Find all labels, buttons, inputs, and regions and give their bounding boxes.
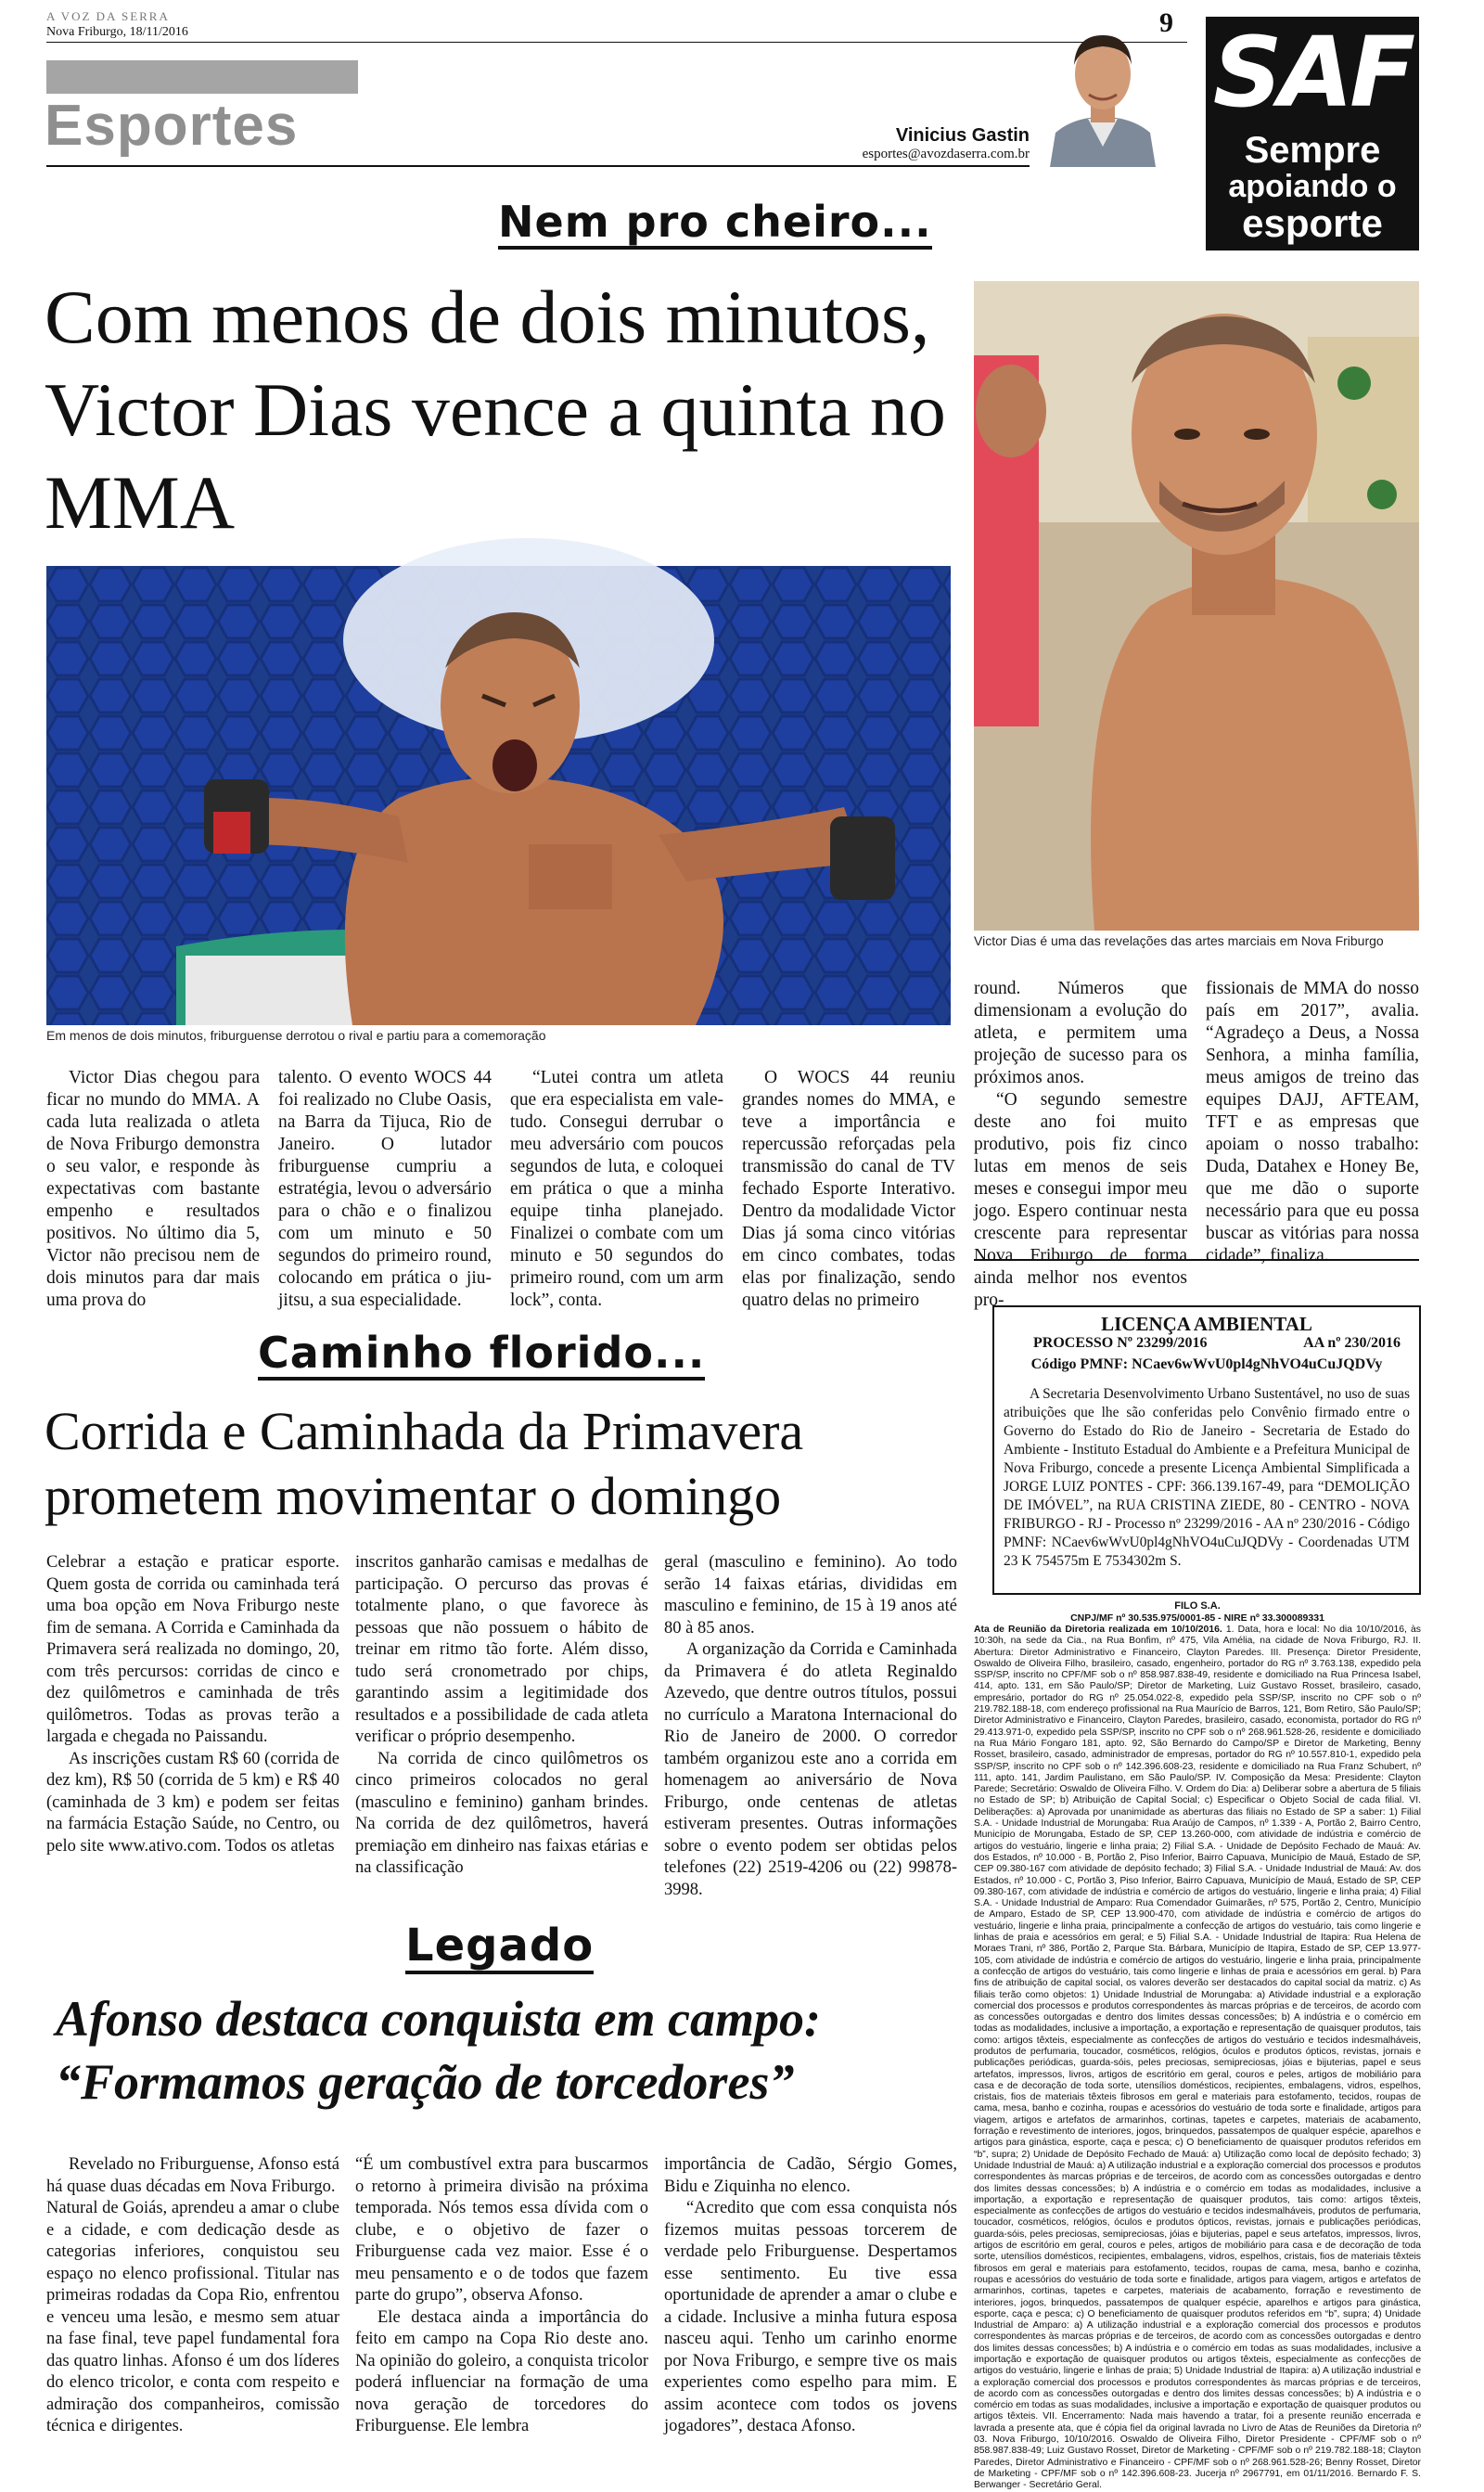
filo-heading: Ata de Reunião da Diretoria realizada em 10/10/2016. (974, 1625, 1222, 1635)
filo-text (974, 1625, 1421, 2492)
columnist-email: esportes@avozdaserra.com.br (862, 147, 1030, 161)
side-photo (974, 281, 1419, 931)
story3-headline-1: Afonso destaca conquista em campo: (56, 1991, 821, 2047)
story2-col3a-text: geral (masculino e feminino). Ao todo serão 14 faixas etárias, divididas em masculino e feminino, de 15 à 19 anos até 80 à 85 anos. (664, 1553, 957, 1638)
filo-body: 1. Data, hora e local: No dia 10/10/2016, às 10:30h, na sede da Cia., na Rua Bonfim, nº 475, Vila Amélia, na cidade de Nova Friburgo, RJ. II. Abertura: Diretor Administrativo e Financeiro, Clayton Paredes. III. Presença: Diretor Presidente, Oswaldo de Oliveira Filho, brasileiro, casado, engenheiro, portador do RG nº 3.763.138, expedido pela SSP/SP, inscrito no CPF/MF sob o nº 858.987.838-49, residente e domiciliado na Rua Princesa Isabel, 414, apto. 131, em São Paulo/SP; Diretor de Marketing, Luiz Gustavo Rosset, brasileiro, casado, empresário, portador do RG nº 25.054.022-8, expedido pela SSP/SP, inscrito no CPF sob o nº 219.782.188-18, com endereço profissional na Rua Maurício de Barros, 121, Bom Retiro, São Paulo/SP; Diretor Administrativo e Financeiro, Clayton Paredes, brasileiro, casado, economista, portador do RG nº 29.413.971-0, expedido pela SSP/SP, inscrito no CPF sob o nº 268.961.528-26, residente e domiciliado na Rua Mário Fongaro 181, apto. 92, São Bernardo do Campo/SP e Diretor de Marketing, Benny Rosset, brasileiro, casado, administrador de empresas, portador do RG nº 10.557.810-1, expedido pela SSP/SP, inscrito no CPF sob o nº 142.396.608-23, residente e domiciliado na Rua Franz Schubert, nº 111, apto. 141, Jardim Paulistano, em São Paulo/SP. IV. Composição da Mesa: Presidente: Clayton Parede; Secretário: Oswaldo de Oliveira Filho. V. Ordem do Dia: a) Deliberar sobre a abertura de 5 filiais no Estado de SP; b) Atribuição de Capital Social; c) Especificar o Objeto Social de cada filial. VI. Deliberações: a) Aprovada por unanimidade as aberturas das filiais no Estado de SP a saber: 1) Filial S.A. - Unidade Industrial de Morungaba: Rua Araújo de Campos, nº 1.339 - A, Portão 2, Bairro Centro, Município de Morungaba, Estado de SP, CEP 13.260-000, com atividade de indústria e comércio de artigos do vestuário, lingerie e linha praia; 2) Filial S.A. - Unidade de Depósito Fechado de Mauá: Av. dos Estados, nº 10.000 - B, Portão 2, Piso Inferior, Bairro Capuava, Município de Mauá, Estado de SP, CEP 09.380-167 com atividade de depósito fechado; 3) Filial S.A. - Unidade Industrial de Mauá: Av. dos Estados, nº 10.000 - C, Portão 3, Piso Inferior, Bairro Capuava, Município de Mauá, Estado de SP, CEP 09.380-167, com atividade de indústria e comércio de artigos do vestuário, lingerie e linha praia; 4) Filial S.A. - Unidade Industrial de Amparo: Rua Comendador Guimarães, nº 575, Portão 2, Centro, Município de Amparo, Estado de SP, CEP 13.900-470, com atividade de indústria e comércio de artigos do vestuário, lingerie e linha praia, principalmente a confecção de artigos do vestuário, tais como lingerie e linhas de praia e acessórios em geral; e 5) Filial S.A. - Unidade Industrial de Itapira: Rua Helena de Moraes Trani, nº 386, Portão 2, Parque Sta. Bárbara, Município de Itapira, Estado de SP, CEP 13.977-105, com atividade de indústria e comércio de artigos do vestuário, lingerie e linha praia, principalmente a confecção de artigos do vestuário, tais como lingerie e linhas de praia e acessórios em geral. b) Para fins de atribuição de capital social, os valores deverão ser destacados do capital social da matriz. c) As filiais terão como objetos: 1) Unidade Industrial de Morungaba: a) Atividade industrial e a exploração comercial dos processos e produtos correspondentes às marcas próprias e de terceiros, de acordo com as concessões outorgadas e dentro dos limites dessas concessões; b) A indústria e o comércio em todas as modalidades, inclusive a importação, a exportação e representação de quaisquer produtos, tais como: artigos têxteis, especialmente as confecções de artigos do vestuário e tecidos indesmalháveis, produtos de perfumaria, toucador, cosméticos, relógios, óculos e produtos ópticos, revistas, jornais e publicações periódicas, guarda-sóis, peles preciosas, semipreciosas, jóias e bijuterias, papel e seus artefatos, impressos, livros, artigos de escritório em geral, couros e peles, artigos de mobiliário para casa e de decoração de toda sorte, utensílios domésticos, recipientes, embalagens, vidros, espelhos, cristais, fios de materiais têxteis fibrosos em geral e materiais para estofamento, tecidos, roupas de cama, mesa, banho e cozinha, roupas e acessórios do vestuário de toda sorte e finalidade, artigos para viagem, artigos e artefatos de armarinhos, cortinas, tapetes e carpetes, materiais de acabamento, forração e revestimento de interiores, jogos, brinquedos, passatempos de qualquer espécie, aparelhos e artigos para ginástica, esporte, caça e pesca; c) O beneficiamento de quaisquer produtos referidos em “b”, supra; 2) Unidade de Depósito Fechado de Mauá: a) Utilização como local de depósito fechado; 3) Unidade Industrial de Mauá: a) A utilização industrial e a exploração comercial dos processos e produtos correspondentes às marcas próprias e de terceiros, de acordo com as concessões outorgadas e dentro dos limites dessas concessões; b) A indústria e o comércio em todas as modalidades, inclusive a importação, a exportação e representação de quaisquer produtos, tais como: artigos têxteis, especialmente as confecções de artigos do vestuário e tecidos indesmalháveis, produtos de perfumaria, toucador, cosméticos, relógios, óculos e produtos ópticos, revistas, jornais e publicações periódicas, guarda-sóis, peles preciosas, semipreciosas, jóias e bijuterias, papel e seus artefatos, impressos, livros, artigos de escritório em geral, couros e peles, artigos de mobiliário para casa e de decoração de toda sorte, utensílios domésticos, recipientes, embalagens, vidros, espelhos, cristais, fios de materiais têxteis fibrosos em geral e materiais para estofamento, tecidos, roupas de cama, mesa, banho e cozinha, roupas e acessórios do vestuário de toda sorte e finalidade, artigos para viagem, artigos e artefatos de armarinhos, cortinas, tapetes e carpetes, materiais de acabamento, forração e revestimento de interiores, jogos, brinquedos, passatempos de qualquer espécie, aparelhos e artigos para ginástica, esporte, caça e pesca; c) O beneficiamento de quaisquer produtos referidos em “b”, supra; 4) Unidade Industrial de Amparo: a) A utilização industrial e a exploração comercial dos processos e produtos correspondentes às marcas próprias e de terceiros, de acordo com as concessões outorgadas e dentro dos limites dessas concessões; b) A indústria e o comércio em todas as suas modalidades, inclusive a importação e exportação de quaisquer produtos ou artigos têxteis, especialmente as confecções de artigos do vestuário, lingerie e linhas de praia; 5) Unidade Industrial de Itapira: a) A utilização industrial e a exploração comercial dos processos e produtos correspondentes às marcas próprias e de terceiros, de acordo com as concessões outorgadas e dentro dos limites dessas concessões; b) A indústria e o comércio em todas as suas modalidades, inclusive a importação e exportação de quaisquer produtos ou artigos têxteis. VII. Encerramento: Nada mais havendo a tratar, foi a presente reunião encerrada e lavrada a presente ata, que é cópia fiel da original lavrada no Livro de Atas de Reuniões da Diretoria nº 03. Nova Friburgo, 10/10/2016. Oswaldo de Oliveira Filho, Diretor Presidente - CPF/MF sob o nº 858.987.838-49; Luiz Gustavo Rosset, Diretor de Marketing - CPF/MF sob o nº 219.782.188-18; Clayton Paredes, Diretor Administrativo e Financeiro - CPF/MF sob o nº 268.961.528-26; Benny Rosset, Diretor de Marketing - CPF/MF sob o nº 142.396.608-23. Jucerja nº 2967791, em 01/11/2016. Bernardo F. S. Berwanger - Secretário Geral. (974, 1625, 1422, 2491)
story3-col1a-text: Revelado no Friburguense, Afonso está há quase duas décadas em Nova Friburgo. (46, 2155, 339, 2196)
story1-headline: Com menos de dois minutos, Victor Dias vence a quinta no MMA (45, 275, 946, 545)
main-photo (46, 566, 951, 1025)
story3-headline-2: “Formamos geração de torcedores” (56, 2054, 795, 2110)
licenca-aa: AA nº 230/2016 (1303, 1335, 1401, 1351)
licenca-box (992, 1305, 1421, 1595)
story2-kicker: Caminho florido... (258, 1329, 705, 1381)
story1-kicker: Nem pro cheiro... (498, 198, 932, 250)
licenca-process-row (1004, 1335, 1410, 1355)
side-photo-caption: Victor Dias é uma das revelações das artes marciais em Nova Friburgo (974, 933, 1384, 948)
story3-col3 (664, 2154, 957, 2438)
story2-col1 (46, 1552, 339, 1857)
story1-col2-text: talento. O evento WOCS 44 foi realizado no Clube Oasis, na Barra da Tijuca, Rio de Janeiro. O lutador friburguense cumpriu a estratégia, levou o adversário para o chão e o finalizou com um minuto e 50 segundos do primeiro round, colocando em prática o jiu-jitsu, a sua especialidade. (278, 1068, 492, 1310)
story2-col3b-text: A organização da Corrida e Caminhada da Primavera é do atleta Reginaldo Azevedo, que dentre outros títulos, possui no currículo a Maratona Internacional do Rio de Janeiro de 2000. O corredor também organizou este ano a corrida em homenagem ao aniversário de Nova Friburgo, onde centenas de atletas estiveram presentes. Outras informações sobre o evento podem ser obtidas pelos telefones (22) 2519-4206 ou (22) 99878-3998. (664, 1640, 957, 1899)
licenca-title: LICENÇA AMBIENTAL (1101, 1313, 1312, 1335)
story3-col1b-text: Natural de Goiás, aprendeu a amar o clube e a cidade, e com dedicação desde as categorias inferiores, conquistou seu espaço no elenco profissional. Titular nas primeiras rodadas da Copa Rio, enfrentou e venceu uma lesão, e mesmo sem atuar na fase final, teve papel fundamental fora das quatro linhas. Afonso é um dos líderes do elenco tricolor, e conta com respeito e admiração dos companheiros, comissão técnica e dirigentes. (46, 2199, 339, 2435)
saf-tagline-2: apoiando o (1228, 169, 1397, 204)
story1-rule (974, 1259, 1419, 1261)
story3-col3a-text: importância de Cadão, Sérgio Gomes, Bidu e Ziquinha no elenco. (664, 2155, 957, 2196)
saf-tagline-1: Sempre (1244, 130, 1381, 171)
licenca-code: Código PMNF: NCaev6wWvU0pl4gNhVO4uCuJQDVy (1030, 1356, 1383, 1372)
story1-col4-text: O WOCS 44 reuniu grandes nomes do MMA, e teve a importância e repercussão reforçadas pela transmissão do canal de TV fechado Esporte Interativo. Dentro da modalidade Victor Dias já soma cinco vitórias em cinco combates, todas elas por finalização, sendo quatro delas no primeiro (742, 1068, 955, 1310)
story1-col6 (1206, 978, 1419, 1267)
story1-col3-text: “Lutei contra um atleta que era especialista em vale-tudo. Consegui derrubar o meu adversário com poucos segundos de luta, e coloquei em prática o que a minha equipe tinha planejado. Finalizei o combate com um minuto e 50 segundos do primeiro round, com um arm lock”, conta. (510, 1068, 723, 1310)
story1-col1 (46, 1067, 260, 1312)
story3-kicker: Legado (405, 1920, 594, 1974)
dateline: Nova Friburgo, 18/11/2016 (46, 25, 188, 39)
filo-title: FILO S.A. (1174, 1600, 1221, 1612)
story2-col1a-text: Celebrar a estação e praticar esporte. Quem gosta de corrida ou caminhada terá uma boa opção em Nova Friburgo neste fim de semana. A Corrida e Caminhada da Primavera será realizada no domingo, 20, com três percursos: corridas de cinco e dez quilômetros e caminhada de três quilômetros. Todas as provas terão a largada e chegada no Paissandu. (46, 1553, 339, 1746)
section-title: Esportes (45, 94, 299, 158)
story2-col2 (355, 1552, 648, 1880)
story1-col5a-text: round. Números que dimensionam a evolução do atleta, e permitem uma projeção de sucesso para os próximos anos. (974, 979, 1187, 1087)
saf-tagline-3: esporte (1242, 201, 1383, 245)
story2-col1b-text: As inscrições custam R$ 60 (corrida de dez km), R$ 50 (corrida de 5 km) e R$ 40 (caminhada de 3 km) e podem ser feitas na farmácia Estação Saúde, no Centro, ou pelo site www.ativo.com. Todos os atletas (46, 1749, 339, 1856)
licenca-process: PROCESSO Nº 23299/2016 (1033, 1335, 1208, 1351)
story3-col2 (355, 2154, 648, 2438)
story2-headline-2: prometem movimentar o domingo (45, 1466, 782, 1526)
page-number: 9 (1159, 7, 1173, 38)
columnist-name: Vinicius Gastin (895, 125, 1030, 146)
story3-col2b-text: Ele destaca ainda a importância do feito em campo na Copa Rio deste ano. Na opinião do goleiro, a conquista tricolor poderá influenciar na formação de uma nova geração de torcedores do Friburguense. Ele lembra (355, 2307, 648, 2435)
story1-col4 (742, 1067, 955, 1312)
main-photo-caption: Em menos de dois minutos, friburguense derrotou o rival e partiu para a comemoração (46, 1028, 546, 1043)
section-bar (46, 60, 358, 94)
filo-box (974, 1600, 1422, 2491)
story1-col5b-text: “O segundo semestre deste ano foi muito produtivo, pois fiz cinco lutas em menos de seis meses e consegui impor meu jogo. Espero continuar nesta crescente para representar Nova Friburgo de forma ainda melhor nos eventos pro- (974, 1090, 1187, 1310)
story2-col3 (664, 1552, 957, 1901)
story3-col1 (46, 2154, 339, 2438)
story2-col2a-text: inscritos ganharão camisas e medalhas de participação. O percurso das provas é totalmente plano, o que favorece às pessoas que não possuem o hábito de treinar em ritmo tão forte. Além disso, tudo será cronometrado por chips, garantindo assim a legitimidade dos resultados e a possibilidade de cada atleta verificar o próprio desempenho. (355, 1553, 648, 1746)
story3-col2a-text: “É um combustível extra para buscarmos o retorno à primeira divisão na próxima temporada. Nós temos essa dívida com o clube, e o objetivo de fazer o Friburguense cada vez maior. Esse é o meu pensamento e o de todos que fazem parte do grupo”, observa Afonso. (355, 2155, 648, 2305)
story1-col5 (974, 978, 1187, 1312)
licenca-body: A Secretaria Desenvolvimento Urbano Sustentável, no uso de suas atribuições que lhe são conferidas pelo Convênio firmado entre o Governo do Estado do Rio de Janeiro - Secretaria de Estado do Ambiente - Instituto Estadual do Ambiente e a Prefeitura Municipal de Nova Friburgo, concede a presente Licença Ambiental Simplificada a JORGE LUIZ PONTES - CPF: 366.139.167-49, para “DEMOLIÇÃO DE IMÓVEL”, na RUA CRISTINA ZIEDE, 80 - CENTRO - NOVA FRIBURGO - RJ - Processo nº 23299/2016 - AA nº 230/2016 - Código PMNF: NCaev6wWvU0pl4gNhVO4uCuJQDVy - Coordenadas UTM 23 K 754575m E 7534302m S. (1004, 1386, 1410, 1569)
section-rule (46, 165, 1030, 167)
story1-col1-text: Victor Dias chegou para ficar no mundo do MMA. A cada luta realizada o atleta de Nova Friburgo demonstra o seu valor, e responde às expectativas com bastante empenho e resultados positivos. No último dia 5, Victor não precisou nem de dois minutos para dar mais uma prova do (46, 1068, 260, 1310)
story1-col3 (510, 1067, 723, 1312)
story3-col3b-text: “Acredito que com essa conquista nós fizemos muitas pessoas torcerem de verdade pelo Friburguense. Despertamos esse sentimento. Eu tive essa oportunidade de aprender a amar o clube e a cidade. Inclusive a minha futura esposa nasceu aqui. Tenho um carinho enorme por Nova Friburgo, e sempre tive os mais experientes como espelho para mim. E assim acontece com todos os jovens jogadores”, destaca Afonso. (664, 2199, 957, 2435)
columnist-photo (1037, 17, 1169, 167)
filo-cnpj: CNPJ/MF nº 30.535.975/0001-85 - NIRE nº 33.300089331 (1070, 1612, 1324, 1624)
story1-col6-text: fissionais de MMA do nosso país em 2017”, avalia. “Agradeço a Deus, a Nossa Senhora, a minha família, meus amigos de treino das equipes DAJJ, AFTEAM, TFT e as empresas que apoiam o nosso trabalho: Duda, Datahex e Honey Be, que me dão o suporte necessário para que eu possa buscar as vitórias para nossa cidade”, finaliza. (1206, 979, 1419, 1265)
saf-logo: SAF (1212, 16, 1413, 129)
story2-col2b-text: Na corrida de cinco quilômetros os cinco primeiros colocados no geral (masculino e feminino) ganham brindes. Na corrida de dez quilômetros, haverá premiação em dinheiro nas faixas etárias e na classificação (355, 1749, 648, 1877)
paper-name: A VOZ DA SERRA (46, 9, 170, 23)
story2-headline-1: Corrida e Caminhada da Primavera (45, 1401, 804, 1461)
header-rule (46, 42, 1187, 43)
story1-col2 (278, 1067, 492, 1312)
saf-ad (1206, 17, 1419, 250)
